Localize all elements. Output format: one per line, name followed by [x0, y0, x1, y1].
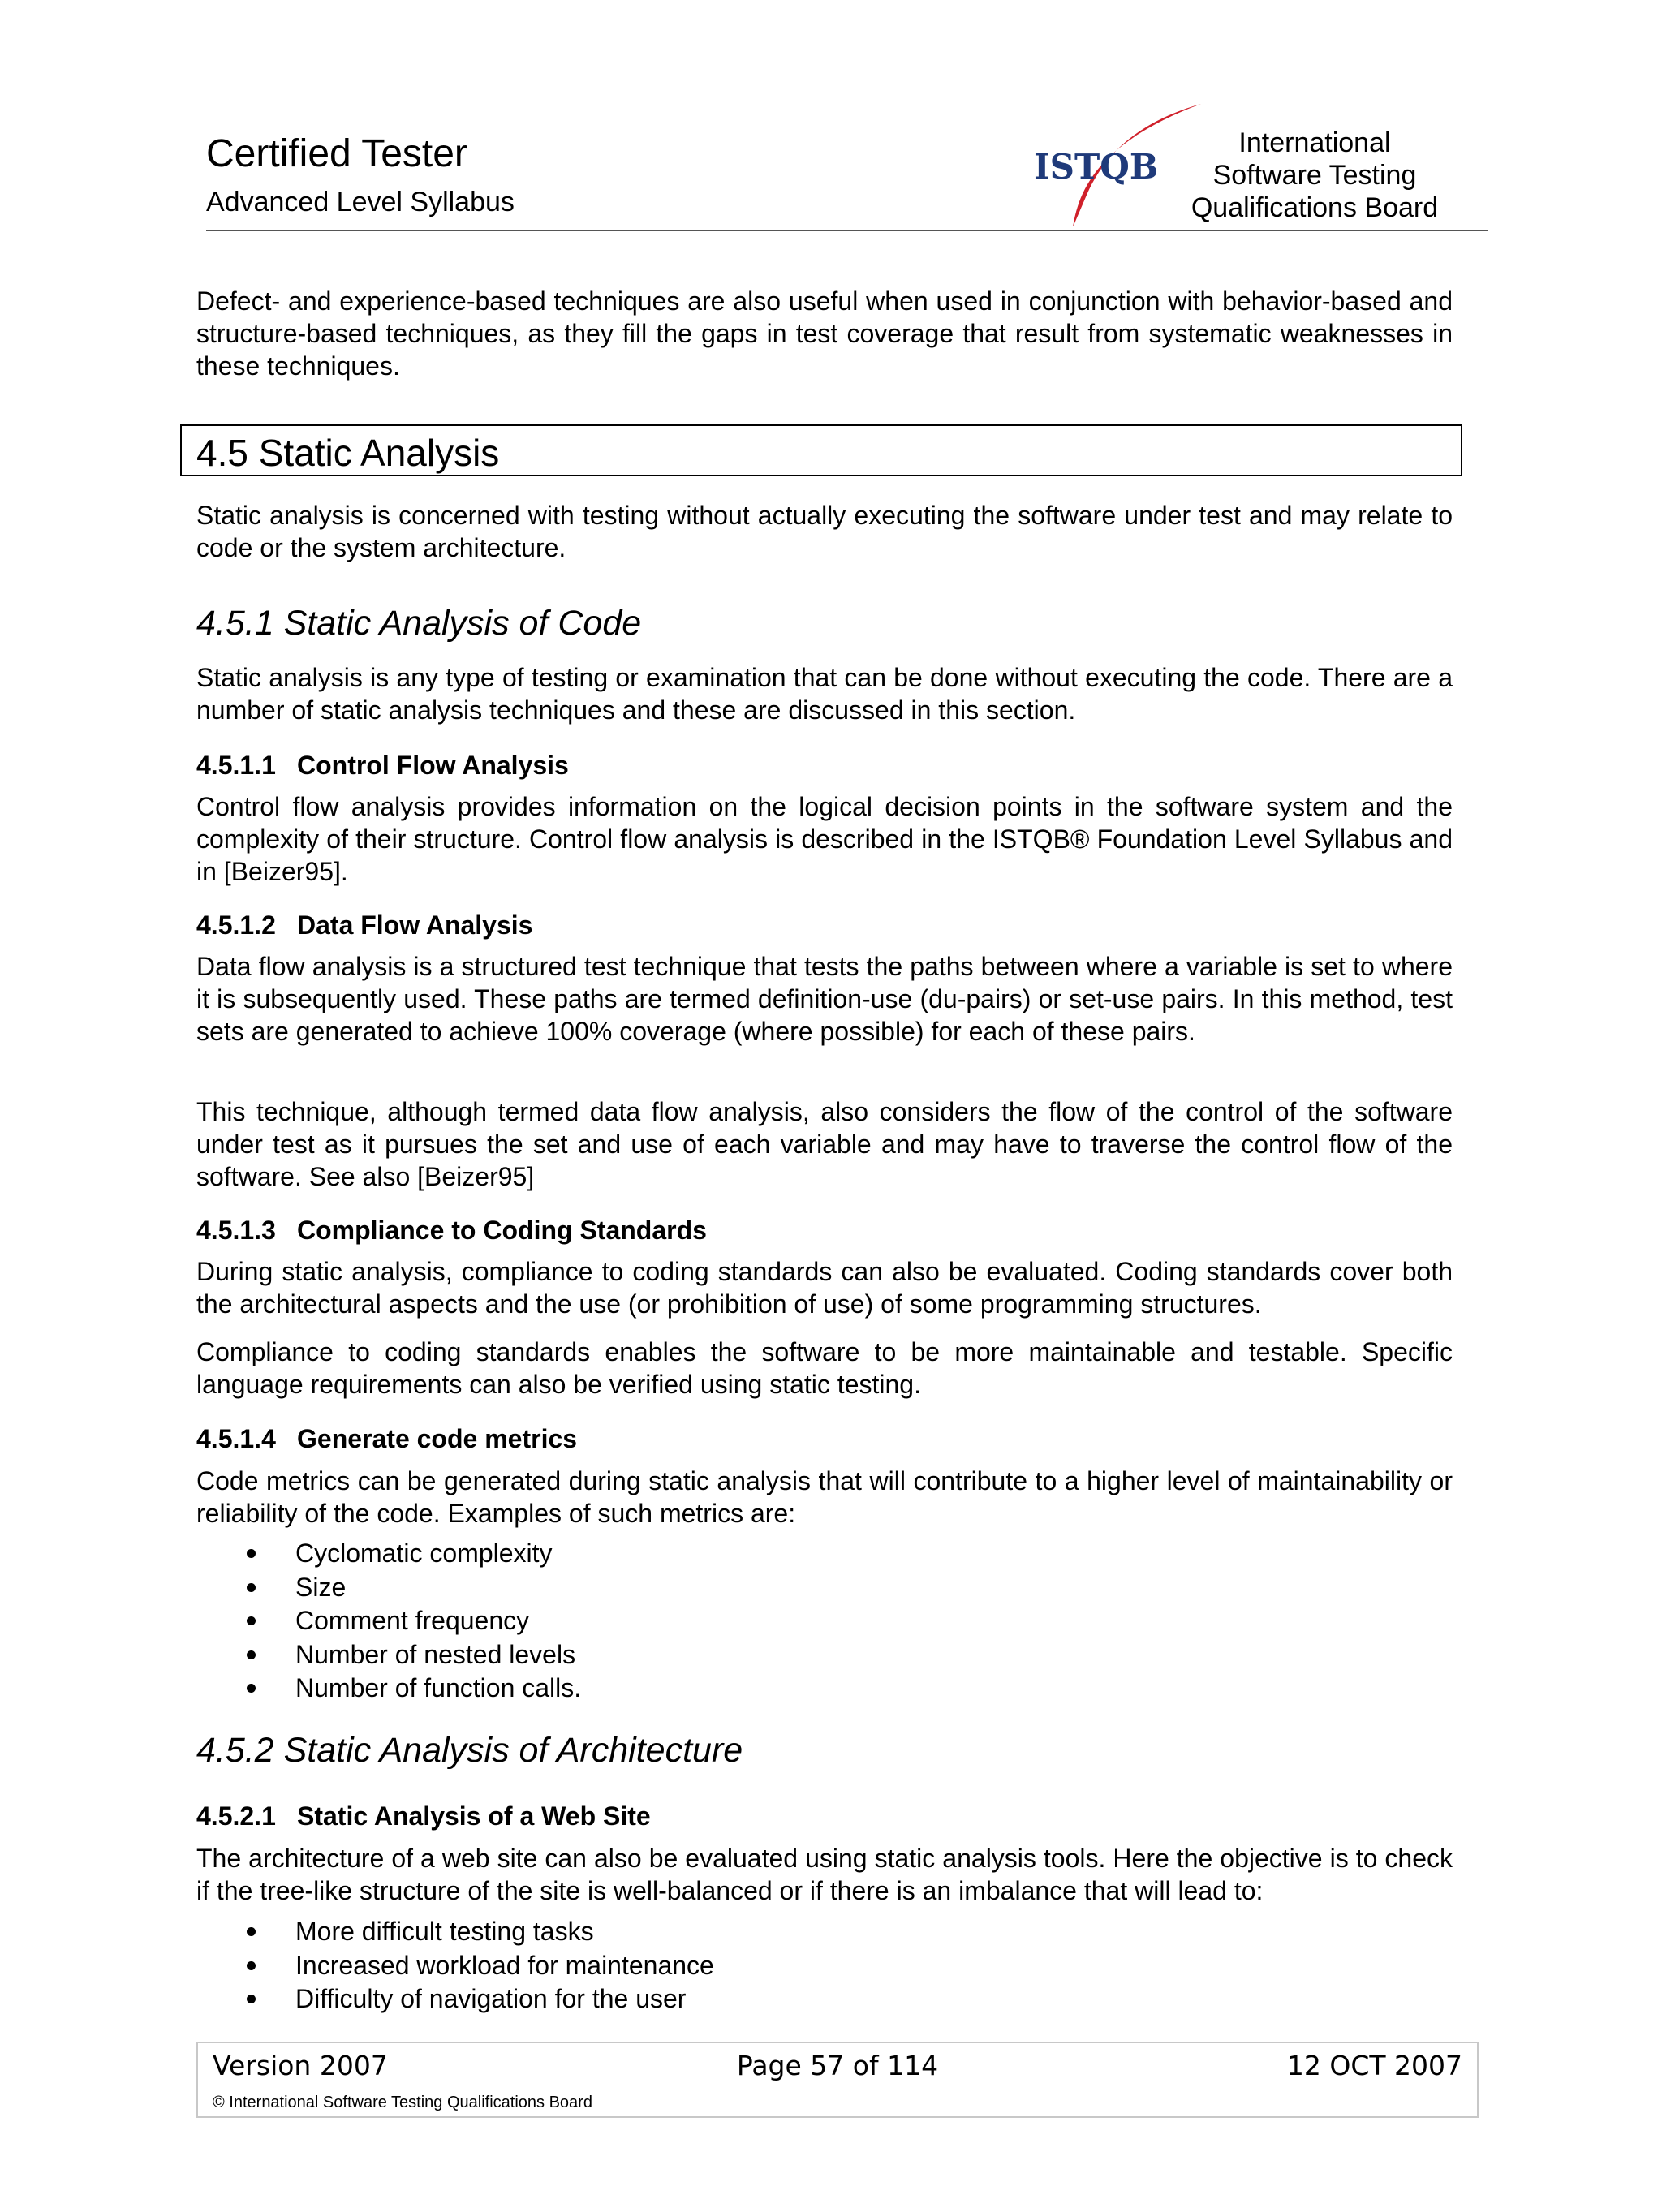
page-footer: [196, 2042, 1479, 2118]
heading-4512-number: 4.5.1.2: [196, 910, 276, 940]
header-title: Certified Tester: [206, 132, 467, 175]
footer-copyright: © International Software Testing Qualifications Board: [213, 2094, 592, 2111]
list-item: Increased workload for maintenance: [196, 1949, 714, 1983]
list-item: Comment frequency: [196, 1604, 581, 1638]
subsection-heading-452: 4.5.2 Static Analysis of Architecture: [196, 1731, 743, 1770]
org-line-2: Software Testing: [1212, 160, 1417, 191]
paragraph-4521: The architecture of a web site can also be evaluated using static analysis tools. Here the objective is to check if the tree-like structure of the site is well-balanced or if there is an imbalance that will lead to:: [196, 1844, 1453, 1905]
list-item: Size: [196, 1571, 581, 1605]
bullet-icon: [247, 1650, 256, 1659]
bullet-icon: [247, 1961, 256, 1970]
logo-wordmark: ISTQB: [1034, 147, 1159, 187]
list-item: Number of nested levels: [196, 1638, 581, 1672]
heading-4511-title: Control Flow Analysis: [297, 751, 569, 780]
paragraph-4511: Control flow analysis provides information on the logical decision points in the software system and the complexity of their structure. Control flow analysis is described in the ISTQB® Foundation Level Syllabus and in [Beizer95].: [196, 792, 1453, 886]
footer-page-number: Page 57 of 114: [736, 2050, 939, 2081]
heading-4512: [196, 910, 532, 940]
paragraph-4512-b: This technique, although termed data flow analysis, also considers the flow of the control of the software under test as it pursues the set and use of each variable and may have to traverse the control flow of the software. See also [Beizer95]: [196, 1097, 1453, 1191]
header-subtitle: Advanced Level Syllabus: [206, 187, 515, 217]
list-item: Difficulty of navigation for the user: [196, 1982, 714, 2016]
heading-4511: [196, 751, 569, 781]
heading-4512-title: Data Flow Analysis: [297, 910, 533, 940]
footer-version: Version 2007: [213, 2050, 388, 2081]
bullet-icon: [247, 1549, 256, 1558]
heading-4511-number: 4.5.1.1: [196, 751, 276, 780]
heading-4514-title: Generate code metrics: [297, 1424, 578, 1453]
list-item: Number of function calls.: [196, 1672, 581, 1706]
section-heading-box: [180, 424, 1462, 476]
heading-4514-number: 4.5.1.4: [196, 1424, 276, 1453]
heading-4521-title: Static Analysis of a Web Site: [297, 1801, 651, 1831]
header-organization: [1169, 127, 1461, 224]
bullet-icon: [247, 1927, 256, 1936]
heading-4513-number: 4.5.1.3: [196, 1216, 276, 1245]
paragraph-4512-a: Data flow analysis is a structured test technique that tests the paths between where a variable is set to where it is subsequently used. These paths are termed definition-use (du-pairs) or set-use pairs. In this method, test sets are generated to achieve 100% coverage (where possible) for each of these pairs.: [196, 952, 1453, 1046]
org-line-3: Qualifications Board: [1191, 192, 1439, 223]
org-line-1: International: [1238, 127, 1391, 158]
metrics-list: [196, 1537, 581, 1706]
heading-4513: [196, 1216, 707, 1246]
heading-4513-title: Compliance to Coding Standards: [297, 1216, 707, 1245]
header-divider: [206, 230, 1488, 231]
bullet-icon: [247, 1995, 256, 2003]
bullet-icon: [247, 1616, 256, 1625]
section-451-paragraph: Static analysis is any type of testing or examination that can be done without executing the code. There are a number of static analysis techniques and these are discussed in this section.: [196, 663, 1453, 725]
paragraph-4514: Code metrics can be generated during static analysis that will contribute to a higher level of maintainability or reliability of the code. Examples of such metrics are:: [196, 1466, 1453, 1528]
footer-date: 12 OCT 2007: [1286, 2050, 1462, 2081]
section-heading: 4.5 Static Analysis: [196, 432, 500, 474]
list-item: More difficult testing tasks: [196, 1915, 714, 1949]
list-item: Cyclomatic complexity: [196, 1537, 581, 1571]
paragraph-4513-b: Compliance to coding standards enables the software to be more maintainable and testable. Specific language requirements can also be verified using static testing.: [196, 1337, 1453, 1399]
heading-4514: [196, 1424, 577, 1454]
web-site-list: [196, 1915, 714, 2016]
bullet-icon: [247, 1583, 256, 1592]
heading-4521-number: 4.5.2.1: [196, 1801, 276, 1831]
heading-4521: [196, 1801, 651, 1831]
section-45-paragraph: Static analysis is concerned with testing without actually executing the software under test and may relate to code or the system architecture.: [196, 501, 1453, 562]
intro-paragraph: Defect- and experience-based techniques are also useful when used in conjunction with behavior-based and structure-based techniques, as they fill the gaps in test coverage that result from systematic weaknesses in these techniques.: [196, 286, 1453, 381]
bullet-icon: [247, 1684, 256, 1693]
paragraph-4513-a: During static analysis, compliance to coding standards can also be evaluated. Coding standards cover both the architectural aspects and the use (or prohibition of use) of some programming structures.: [196, 1257, 1453, 1319]
subsection-heading-451: 4.5.1 Static Analysis of Code: [196, 604, 642, 643]
